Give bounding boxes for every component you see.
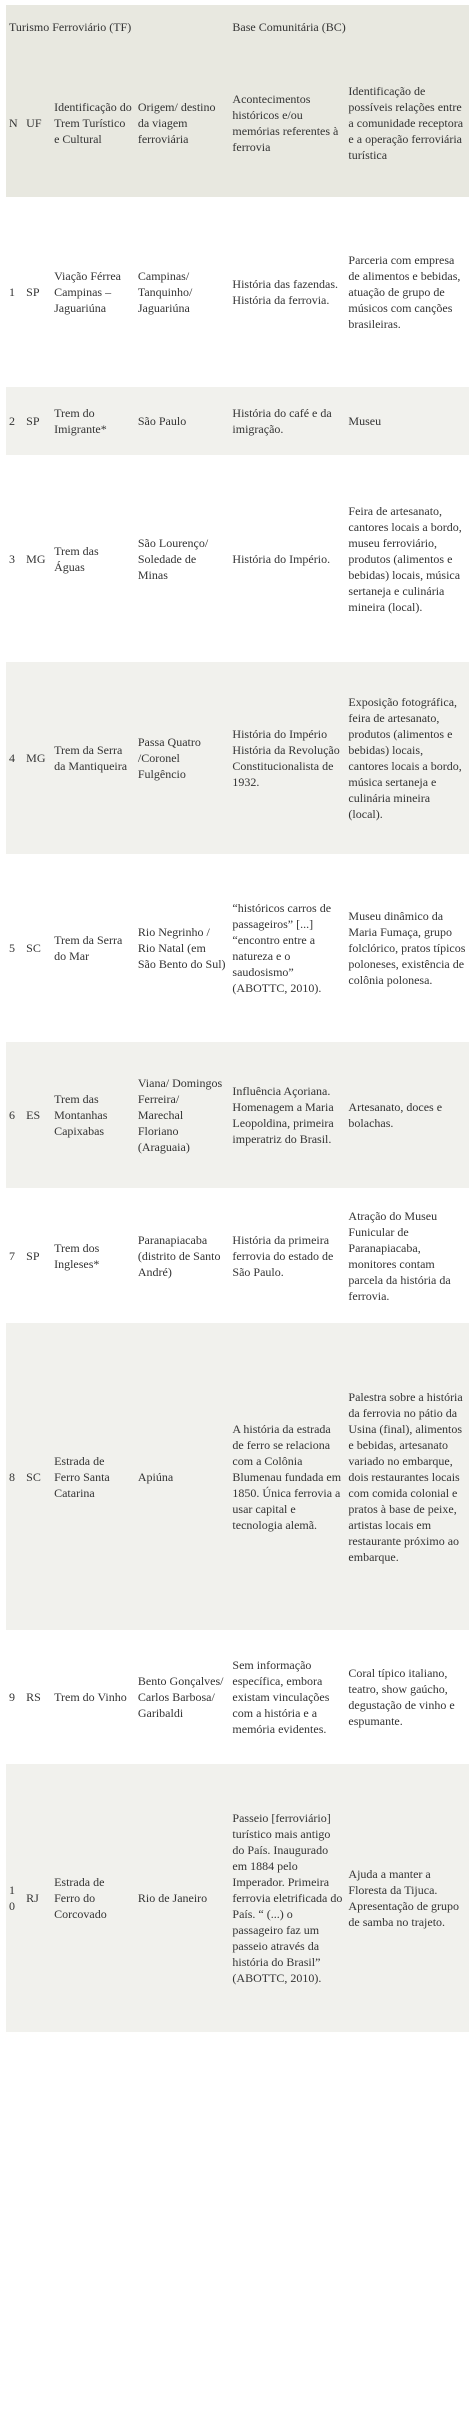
cell-origem: Paranapiacaba (distrito de Santo André) [135,1188,230,1323]
column-header-origem: Origem/ destino da viagem ferroviária [135,49,230,197]
cell-origem: Rio de Janeiro [135,1764,230,2032]
cell-uf: ES [23,1042,51,1188]
table-row [6,854,469,1042]
cell-origem: São Paulo [135,387,230,455]
cell-origem: Apiúna [135,1323,230,1630]
cell-trem: Trem das Águas [51,455,135,662]
group-header-row [6,5,469,49]
cell-uf: MG [23,455,51,662]
cell-historia: Sem informação específica, embora existam vinculações com a história e a memória evidentes. [229,1630,345,1764]
cell-n: 9 [6,1630,23,1764]
cell-n: 5 [6,854,23,1042]
cell-n: 3 [6,455,23,662]
cell-trem: Trem do Vinho [51,1630,135,1764]
railway-tourism-table [6,5,469,2032]
cell-uf: SP [23,197,51,387]
cell-origem: Passa Quatro /Coronel Fulgêncio [135,662,230,854]
cell-historia: “históricos carros de passageiros” [...] “encontro entre a natureza e o saudosismo” (ABOTTC, 2010). [229,854,345,1042]
cell-trem: Trem do Imigrante* [51,387,135,455]
cell-trem: Trem da Serra do Mar [51,854,135,1042]
cell-uf: SP [23,1188,51,1323]
cell-uf: RS [23,1630,51,1764]
cell-historia: História do Império. [229,455,345,662]
table-row [6,662,469,854]
cell-uf: SC [23,854,51,1042]
column-header-n: N [6,49,23,197]
cell-relacoes: Museu [345,387,469,455]
cell-historia: História da primeira ferrovia do estado de São Paulo. [229,1188,345,1323]
cell-trem: Viação Férrea Campinas – Jaguariúna [51,197,135,387]
cell-relacoes: Ajuda a manter a Floresta da Tijuca. Apresentação de grupo de samba no trajeto. [345,1764,469,2032]
cell-relacoes: Atração do Museu Funicular de Paranapiacaba, monitores contam parcela da história da ferrovia. [345,1188,469,1323]
cell-historia: História do café e da imigração. [229,387,345,455]
column-header-acontecimentos: Acontecimentos históricos e/ou memórias referentes à ferrovia [229,49,345,197]
table-row [6,1630,469,1764]
table-row [6,1764,469,2032]
column-header-uf: UF [23,49,51,197]
cell-relacoes: Feira de artesanato, cantores locais a bordo, museu ferroviário, produtos (alimentos e bebidas) locais, música sertaneja e culinária mineira (local). [345,455,469,662]
cell-relacoes: Museu dinâmico da Maria Fumaça, grupo folclórico, pratos típicos poloneses, existência de colônia polonesa. [345,854,469,1042]
cell-historia: A história da estrada de ferro se relaciona com a Colônia Blumenau fundada em 1850. Única ferrovia a usar capital e tecnologia alemã. [229,1323,345,1630]
cell-trem: Trem das Montanhas Capixabas [51,1042,135,1188]
cell-n: 2 [6,387,23,455]
cell-origem: Campinas/ Tanquinho/ Jaguariúna [135,197,230,387]
cell-trem: Trem dos Ingleses* [51,1188,135,1323]
column-header-identificacao: Identificação do Trem Turístico e Cultural [51,49,135,197]
column-header-row [6,49,469,197]
cell-relacoes: Palestra sobre a história da ferrovia no pátio da Usina (final), alimentos e bebidas, artesanato variado no embarque, dois restaurantes locais com comida colonial e pratos à base de peixe, artistas locais em restaurante próximo ao embarque. [345,1323,469,1630]
cell-relacoes: Exposição fotográfica, feira de artesanato, produtos (alimentos e bebidas) locais, cantores locais a bordo, música sertaneja e culinária mineira (local). [345,662,469,854]
cell-origem: Viana/ Domingos Ferreira/ Marechal Floriano (Araguaia) [135,1042,230,1188]
group-header-bc: Base Comunitária (BC) [229,5,469,49]
cell-uf: SP [23,387,51,455]
cell-relacoes: Artesanato, doces e bolachas. [345,1042,469,1188]
cell-historia: História das fazendas. História da ferrovia. [229,197,345,387]
cell-relacoes: Parceria com empresa de alimentos e bebidas, atuação de grupo de músicos com canções brasileiras. [345,197,469,387]
table-row [6,1323,469,1630]
cell-uf: RJ [23,1764,51,2032]
cell-relacoes: Coral típico italiano, teatro, show gaúcho, degustação de vinho e espumante. [345,1630,469,1764]
cell-origem: São Lourenço/ Soledade de Minas [135,455,230,662]
cell-uf: MG [23,662,51,854]
table-row [6,1188,469,1323]
cell-origem: Rio Negrinho / Rio Natal (em São Bento do Sul) [135,854,230,1042]
column-header-relacoes: Identificação de possíveis relações entre a comunidade receptora e a operação ferroviária turística [345,49,469,197]
cell-trem: Estrada de Ferro Santa Catarina [51,1323,135,1630]
cell-trem: Trem da Serra da Mantiqueira [51,662,135,854]
cell-n: 6 [6,1042,23,1188]
cell-n: 10 [6,1764,23,2032]
cell-uf: SC [23,1323,51,1630]
table-row [6,1042,469,1188]
table-row [6,197,469,387]
cell-n: 4 [6,662,23,854]
group-header-tf: Turismo Ferroviário (TF) [6,5,229,49]
cell-n: 8 [6,1323,23,1630]
cell-trem: Estrada de Ferro do Corcovado [51,1764,135,2032]
table-row [6,387,469,455]
table-row [6,455,469,662]
cell-historia: História do Império História da Revolução Constitucionalista de 1932. [229,662,345,854]
cell-n: 7 [6,1188,23,1323]
cell-historia: Influência Açoriana. Homenagem a Maria Leopoldina, primeira imperatriz do Brasil. [229,1042,345,1188]
cell-historia: Passeio [ferroviário] turístico mais antigo do País. Inaugurado em 1884 pelo Imperador. Primeira ferrovia eletrificada do País. “ (...) o passageiro faz um passeio através da história do Brasil” (ABOTTC, 2010). [229,1764,345,2032]
cell-origem: Bento Gonçalves/ Carlos Barbosa/ Garibaldi [135,1630,230,1764]
cell-n: 1 [6,197,23,387]
